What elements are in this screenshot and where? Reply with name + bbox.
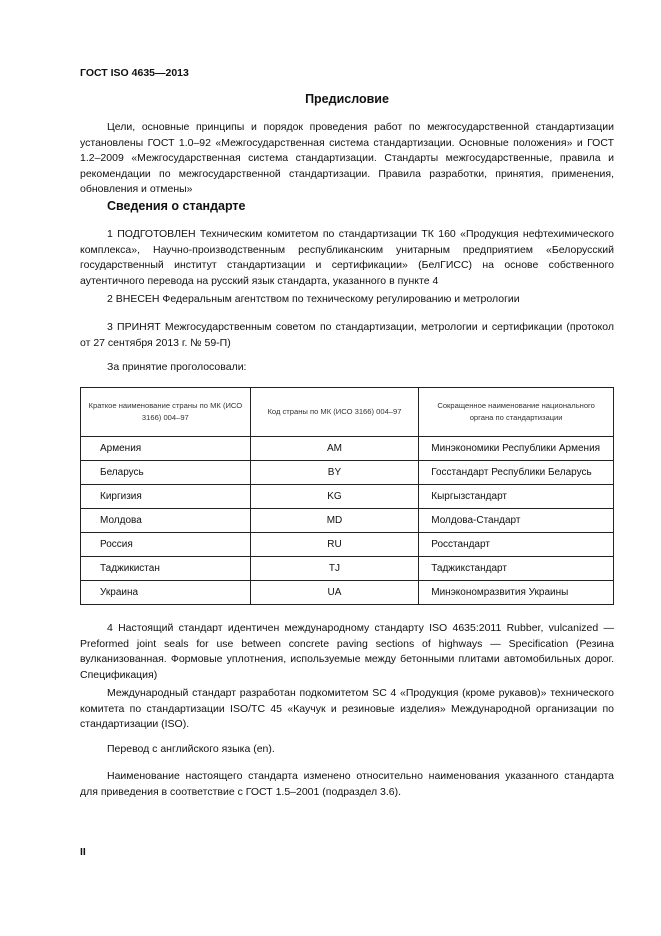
body-cell: Минэкономики Республики Армения: [419, 437, 614, 461]
iso-origin-paragraph: Международный стандарт разработан подкомитетом SC 4 «Продукция (кроме рукавов)» технического комитета по стандартизации ISO/TC 45 «Каучук и резиновые изделия» Международной организации по стандартизации (ISO).: [80, 687, 614, 731]
standard-info-title: Сведения о стандарте: [107, 199, 246, 213]
country-cell: Россия: [81, 533, 251, 557]
body-cell: Росстандарт: [419, 533, 614, 557]
country-cell: Киргизия: [81, 485, 251, 509]
body-cell: Таджикстандарт: [419, 557, 614, 581]
column-header-code: Код страны по МК (ИСО 3166) 004–97: [250, 388, 419, 437]
info-item-4: 4 Настоящий стандарт идентичен международному стандарту ISO 4635:2011 Rubber, vulcanized — Preformed joint seals for use between concrete paving sections of highways — Specification (Резина вулканизованная. Формовые уплотнения, используемые между бетонными плитами автомобильных дорог. Спецификация): [80, 622, 614, 681]
body-cell: Молдова-Стандарт: [419, 509, 614, 533]
country-cell: Армения: [81, 437, 251, 461]
document-code-header: ГОСТ ISO 4635—2013: [80, 67, 189, 79]
code-cell: AM: [250, 437, 419, 461]
column-header-country: Краткое наименование страны по МК (ИСО 3166) 004–97: [81, 388, 251, 437]
code-cell: MD: [250, 509, 419, 533]
country-cell: Таджикистан: [81, 557, 251, 581]
body-cell: Госстандарт Республики Беларусь: [419, 461, 614, 485]
table-row: [81, 581, 614, 605]
title-change-note: Наименование настоящего стандарта изменено относительно наименования указанного стандарта для приведения в соответствие с ГОСТ 1.5–2001 (подраздел 3.6).: [80, 770, 614, 798]
body-cell: Кыргызстандарт: [419, 485, 614, 509]
table-row: [81, 509, 614, 533]
country-cell: Молдова: [81, 509, 251, 533]
country-cell: Украина: [81, 581, 251, 605]
code-cell: TJ: [250, 557, 419, 581]
body-cell: Минэкономразвития Украины: [419, 581, 614, 605]
code-cell: UA: [250, 581, 419, 605]
table-header-row: [81, 388, 614, 437]
foreword-title: Предисловие: [305, 92, 389, 106]
table-row: [81, 557, 614, 581]
country-cell: Беларусь: [81, 461, 251, 485]
code-cell: RU: [250, 533, 419, 557]
page-number: II: [80, 846, 86, 858]
code-cell: KG: [250, 485, 419, 509]
code-cell: BY: [250, 461, 419, 485]
foreword-paragraph: Цели, основные принципы и порядок проведения работ по межгосударственной стандартизации установлены ГОСТ 1.0–92 «Межгосударственная система стандартизации. Основные положения» и ГОСТ 1.2–2009 «Межгосударственная система стандартизации. Стандарты межгосударственные, правила и рекомендации по межгосударственной стандартизации. Правила разработки, принятия, применения, обновления и отмены»: [80, 121, 614, 196]
table-row: [81, 437, 614, 461]
info-item-2: 2 ВНЕСЕН Федеральным агентством по техническому регулированию и метрологии: [107, 293, 520, 305]
info-item-3: 3 ПРИНЯТ Межгосударственным советом по стандартизации, метрологии и сертификации (протокол от 27 сентября 2013 г. № 59-П): [80, 321, 614, 349]
table-row: [81, 485, 614, 509]
info-item-1: 1 ПОДГОТОВЛЕН Техническим комитетом по стандартизации ТК 160 «Продукция нефтехимического комплекса», Научно-производственным республиканским унитарным предприятием «Белорусский государственный институт стандартизации и сертификации» (БелГИСС) на основе собственного аутентичного перевода на русский язык стандарта, указанного в пункте 4: [80, 228, 614, 287]
table-row: [81, 461, 614, 485]
column-header-body: Сокращенное наименование национального органа по стандартизации: [419, 388, 614, 437]
voted-label: За принятие проголосовали:: [107, 361, 247, 373]
translation-note: Перевод с английского языка (en).: [107, 743, 275, 755]
voting-countries-table: [80, 387, 614, 605]
table-row: [81, 533, 614, 557]
